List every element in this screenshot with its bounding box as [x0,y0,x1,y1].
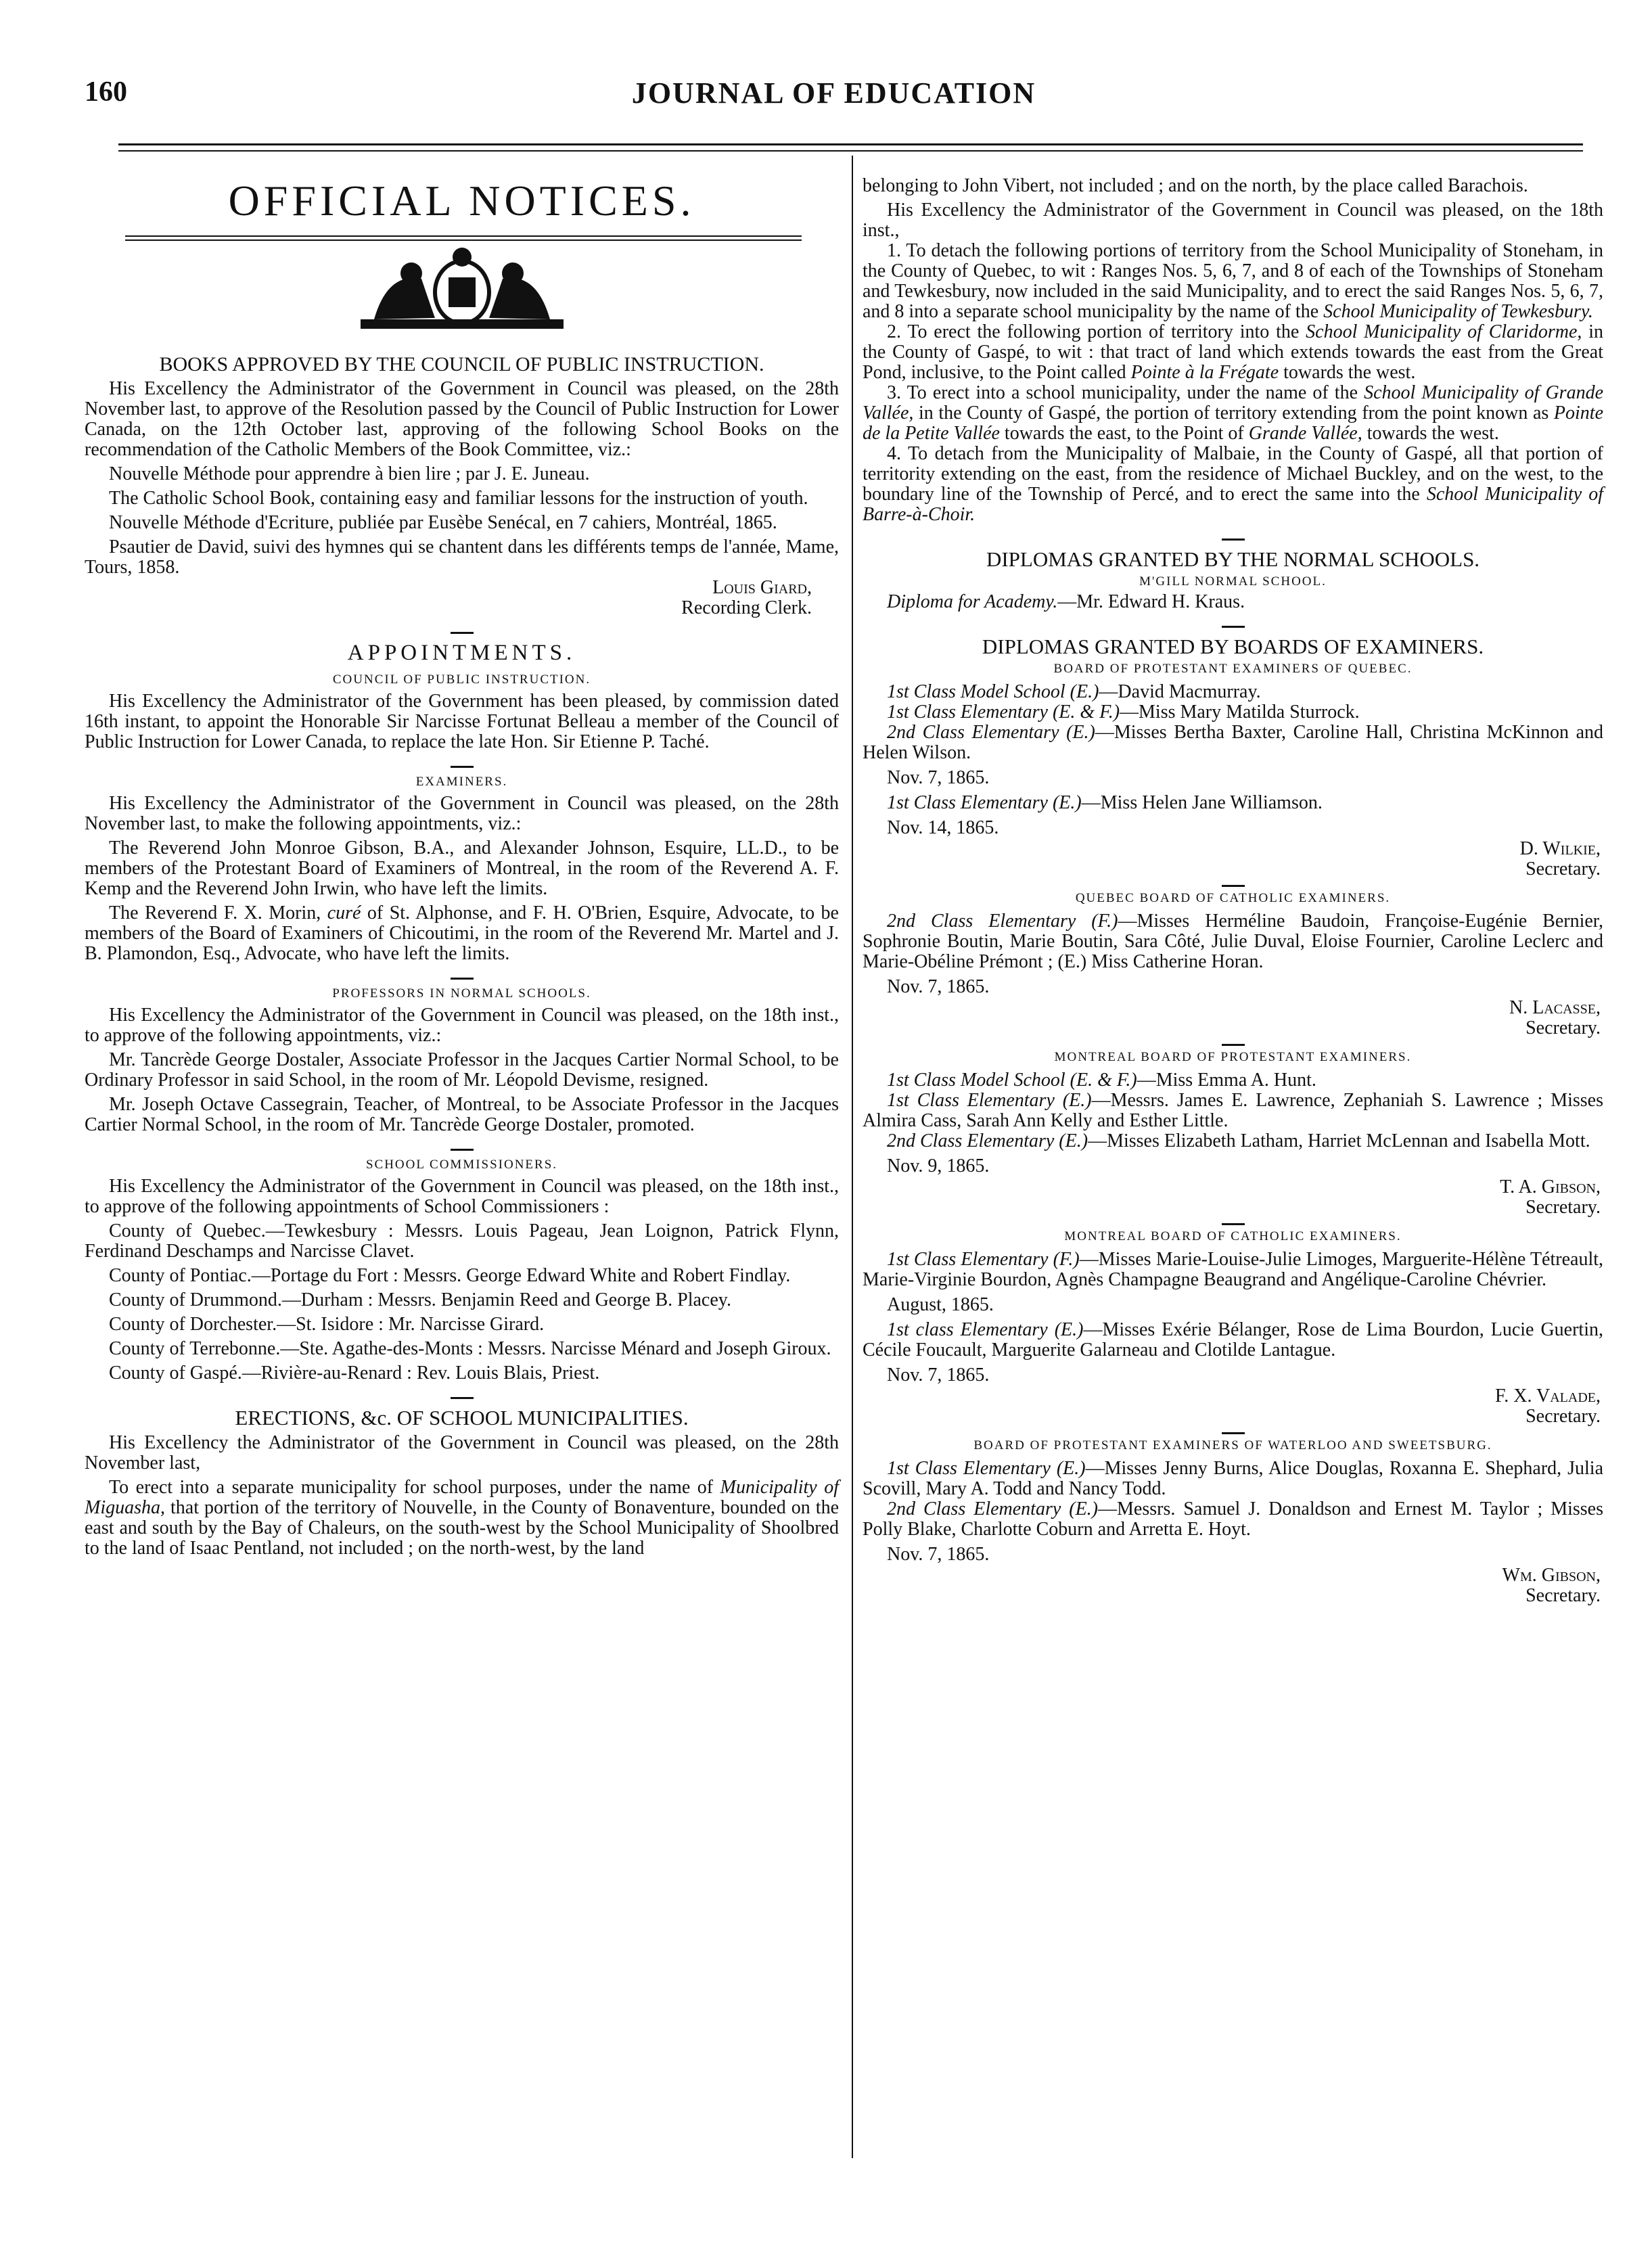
tewkesbury-name: School Municipality of Tewkesbury. [1323,301,1593,322]
erections-intro: His Excellency the Administrator of the Government in Council was pleased, on the 28th November last, [85,1432,839,1473]
item-2-text-c: towards the west. [1279,362,1416,383]
title-rule [125,235,802,237]
diploma-recipients: —Misses Herméline Baudoin, Françoise-Eugénie Bernier, Sophronie Boutin, Marie Boutin, Sara Côté, Julie Duval, Eloise Fournier, Caroline Leclerc and Marie-Obéline Prémont ; (E.) Miss Catherine Horan. [863,911,1603,972]
signature-name: T. A. Gibson, [1500,1176,1601,1197]
page-header [85,76,1583,130]
diploma-entry [863,1131,1603,1151]
board-signature [863,998,1601,1038]
books-intro: His Excellency the Administrator of the Government in Council was pleased, on the 28th November last, to approve of the Resolution passed by the Council of Public Instruction for Lower Canada, on the 12th October last, approving of the following School Books on the recommendation of the Catholic Members of the Book Committee, viz.: [85,378,839,460]
fregate-point: Pointe à la Frégate [1130,362,1279,383]
section-dash [451,632,474,634]
miguasha-name: Municipality of Miguasha, [85,1477,839,1518]
academy-diploma-line [887,592,1603,612]
section-dash [451,766,474,768]
diploma-recipients: —Misses Exérie Bélanger, Rose de Lima Bourdon, Lucie Guertin, Cécile Foucault, Marguerite Galarneau and Clotilde Lantague. [863,1319,1603,1360]
commissioner-entry: County of Gaspé.—Rivière-au-Renard : Rev. Louis Blais, Priest. [109,1363,600,1383]
erection-item-2 [863,322,1603,383]
examiners-para-2-end: of St. Alphonse, and F. H. O'Brien, Esquire, Advocate, to be members of the Board of Examiners of Chicoutimi, in the room of the Reverend Mr. Martel and J. B. Plamondon, Esq., Advocate, who have left the limits. [85,902,839,964]
grande-vallee-name: School Municipality of Grande Vallée, [863,382,1604,424]
erections-para-1-start: To erect into a separate municipality for school purposes, under the name of [109,1477,720,1498]
section-dash [1222,539,1245,541]
item-2-text-b: in the County of Gaspé, to wit : that tract of land which extends towards the east from the Great Pond, inclusive, to the Point called [863,321,1603,383]
signature-title: Secretary. [1525,1585,1601,1606]
diploma-recipients: —Misses Marie-Louise-Julie Limoges, Marguerite-Hélène Tétreault, Marie-Virginie Bourdon, Agnès Champagne Beaugrand and Angélique-Caroline Chévrier. [863,1249,1604,1290]
professors-para-2: Mr. Joseph Octave Cassegrain, Teacher, of Montreal, to be Associate Professor in the Jacques Cartier Normal School, in the room of Mr. Tancrède George Dostaler, promoted. [85,1094,839,1135]
right-column [863,176,1603,1606]
signature-title: Secretary. [1525,1197,1601,1218]
erection-item-1 [863,241,1603,322]
board-date: Nov. 7, 1865. [887,1365,990,1386]
barre-a-choir-name: School Municipality of Barre-à-Choir. [863,484,1604,525]
academy-label: Diploma for Academy. [887,591,1058,612]
diploma-recipients: —Misses Jenny Burns, Alice Douglas, Roxanna E. Shephard, Julia Scovill, Mary A. Todd and Nancy Todd. [863,1458,1603,1499]
coat-of-arms-emblem [347,245,577,346]
board-signature [863,1565,1601,1606]
cure-word: curé [327,902,361,923]
book-item-2: The Catholic School Book, containing easy and familiar lessons for the instruction of youth. [109,488,808,509]
council-text: His Excellency the Administrator of the Government has been pleased, by commission dated 16th instant, to appoint the Honorable Sir Narcisse Fortunat Belleau a member of the Council of Public Instruction for Lower Canada, to replace the late Hon. Sir Etienne P. Taché. [85,691,839,752]
item-3-text: 3. To erect into a school municipality, under the name of the [887,382,1364,403]
diploma-entry [863,911,1603,972]
examiners-subheading: EXAMINERS. [415,775,508,789]
item-4-text: 4. To detach from the Municipality of Malbaie, in the County of Gaspé, all that portion of territority extending on the east, from the residence of Michael Buckley, and on the west, to the boundary line of the Township of Percé, and to erect the same into the [863,443,1603,505]
signature-title: Secretary. [1525,1017,1601,1038]
commissioner-entry: County of Drummond.—Durham : Messrs. Benjamin Reed and George B. Placey. [109,1289,731,1310]
board-signature [863,1177,1601,1218]
left-column [85,176,839,1559]
books-signature [85,578,812,618]
diploma-entry [863,702,1603,723]
section-dash [451,978,474,980]
examiners-para-2 [85,903,839,964]
diploma-entry [863,793,1603,813]
signature-name: F. X. Valade, [1494,1386,1601,1406]
board-date: August, 1865. [887,1294,994,1315]
professors-intro: His Excellency the Administrator of the Government in Council was pleased, on the 18th inst., to approve of the following appointments, viz.: [85,1005,839,1046]
examiners-para-1: The Reverend John Monroe Gibson, B.A., and Alexander Johnson, Esquire, LL.D., to be members of the Protestant Board of Examiners of Montreal, in the room of the Reverend A. F. Kemp and the Reverend John Irwin, who have left the limits. [85,838,839,899]
signature-title: Secretary. [1525,1406,1601,1427]
erections-para-1 [85,1478,839,1559]
signature-title: Secretary. [1525,859,1601,879]
diploma-entry [863,1499,1603,1540]
professors-para-1: Mr. Tancrède George Dostaler, Associate Professor in the Jacques Cartier Normal School, to be Ordinary Professor in said School, in the room of Mr. Léopold Devisme, resigned. [85,1049,839,1091]
commissioner-entry: County of Dorchester.—St. Isidore : Mr. Narcisse Girard. [109,1314,545,1335]
academy-recipient: —Mr. Edward H. Kraus. [1057,591,1245,612]
official-notices-title: OFFICIAL NOTICES. [228,177,695,225]
board-subheading: BOARD OF PROTESTANT EXAMINERS OF WATERLOO AND SWEETSBURG. [973,1438,1492,1452]
examiners-intro: His Excellency the Administrator of the Government in Council was pleased, on the 28th November last, to make the following appointments, viz.: [85,793,839,834]
claridorme-name: School Municipality of Claridorme, [1306,321,1582,342]
column-divider [852,156,853,2158]
item-3-text-b: in the County of Gaspé, the portion of territory extending from the point known as [913,403,1554,424]
section-dash [1222,626,1245,628]
signature-name: N. Lacasse, [1509,997,1601,1018]
books-approved-heading: BOOKS APPROVED BY THE COUNCIL OF PUBLIC INSTRUCTION. [159,353,764,375]
signature-name: D. Wilkie, [1519,838,1601,859]
erections-heading: ERECTIONS, &c. OF SCHOOL MUNICIPALITIES. [235,1406,689,1429]
header-rule-top [118,143,1583,145]
board-date: Nov. 14, 1865. [887,817,999,838]
book-item-1: Nouvelle Méthode pour apprendre à bien lire ; par J. E. Juneau. [109,463,590,484]
board-signature [863,1386,1601,1427]
commissioner-entry: County of Pontiac.—Portage du Fort : Messrs. George Edward White and Robert Findlay. [109,1265,791,1286]
erections-intro-2: His Excellency the Administrator of the Government in Council was pleased, on the 18th inst., [863,200,1603,241]
diploma-recipients: —Miss Mary Matilda Sturrock. [1120,702,1360,723]
erection-item-3 [863,383,1603,444]
page-number: 160 [85,76,127,108]
erections-para-1-end: that portion of the territory of Nouvelle, in the County of Bonaventure, bounded on the east and south by the Bay of Chaleurs, on the south-west by the School Municipality of Shoolbred to the land of Isaac Pentland, not included ; on the north-west, by the land [85,1497,839,1559]
board-subheading: BOARD OF PROTESTANT EXAMINERS OF QUEBEC. [1053,662,1413,676]
diploma-class: 1st Class Model School (E.) [887,681,1099,702]
commissioner-entry: County of Quebec.—Tewkesbury : Messrs. Louis Pageau, Jean Loignon, Patrick Flynn, Ferdinand Deschamps and Narcisse Clavet. [85,1220,839,1262]
item-1-text: 1. To detach the following portions of territory from the School Municipality of Stoneham, in the County of Quebec, to wit : Ranges Nos. 5, 6, 7, and 8 of each of the Townships of Stoneham and Tewkesbury, now included in the said Municipality, and to erect the said Ranges Nos. 5, 6, 7, and 8 into a separate school municipality by the name of the [863,240,1603,322]
board-subheading: QUEBEC BOARD OF CATHOLIC EXAMINERS. [1075,891,1391,905]
diploma-entry [863,723,1603,763]
diploma-class: 1st Class Elementary (E.) [887,1458,1086,1479]
board-signature [863,839,1601,879]
board-date: Nov. 7, 1865. [887,767,990,788]
diploma-entry [863,1250,1603,1290]
diploma-recipients: —Messrs. Samuel J. Donaldson and Ernest M. Taylor ; Misses Polly Blake, Charlotte Coburn and Arretta E. Hoyt. [863,1498,1603,1540]
board-date: Nov. 9, 1865. [887,1156,990,1176]
mcgill-subheading: M'GILL NORMAL SCHOOL. [1139,574,1327,589]
section-dash [1222,1223,1245,1225]
section-dash [1222,1044,1245,1046]
diploma-recipients: —Misses Elizabeth Latham, Harriet McLennan and Isabella Mott. [1088,1130,1590,1151]
diplomas-normal-heading: DIPLOMAS GRANTED BY THE NORMAL SCHOOLS. [986,547,1480,571]
item-3-text-d: towards the west. [1362,423,1499,444]
diploma-class: 1st Class Elementary (E.) [887,1090,1092,1111]
examiners-para-2-start: The Reverend F. X. Morin, [109,902,327,923]
diploma-class: 1st Class Elementary (F.) [887,1249,1080,1270]
professors-subheading: PROFESSORS IN NORMAL SCHOOLS. [332,986,591,1001]
diploma-recipients: —Misses Bertha Baxter, Caroline Hall, Christina McKinnon and Helen Wilson. [863,722,1604,763]
section-dash [1222,885,1245,887]
item-3-text-c: towards the east, to the Point of [999,423,1249,444]
diploma-recipients: —Miss Helen Jane Williamson. [1081,792,1323,813]
diploma-recipients: —David Macmurray. [1099,681,1261,702]
signature-title: Recording Clerk. [681,597,812,618]
diploma-entry [863,1091,1603,1131]
board-subheading: MONTREAL BOARD OF CATHOLIC EXAMINERS. [1064,1229,1402,1243]
erection-item-4 [863,444,1603,525]
board-date: Nov. 7, 1865. [887,976,990,997]
diploma-class: 1st Class Elementary (E.) [887,792,1082,813]
diploma-class: 1st Class Model School (E. & F.) [887,1070,1137,1091]
signature-name: Wm. Gibson, [1502,1565,1601,1586]
board-subheading: MONTREAL BOARD OF PROTESTANT EXAMINERS. [1054,1050,1412,1064]
grande-vallee-point: Grande Vallée, [1248,423,1362,444]
title-rule-2 [125,239,802,241]
diploma-entry [863,682,1603,702]
diploma-class: 2nd Class Elementary (E.) [887,722,1095,743]
book-item-4: Psautier de David, suivi des hymnes qui se chantent dans les différents temps de l'année, Mame, Tours, 1858. [85,536,839,578]
commissioners-intro: His Excellency the Administrator of the Government in Council was pleased, on the 18th inst., to approve of the following appointments of School Commissioners : [85,1176,839,1217]
running-title: JOURNAL OF EDUCATION [631,76,1036,110]
section-dash [451,1149,474,1151]
diploma-class: 2nd Class Elementary (E.) [887,1498,1099,1519]
appointments-heading: APPOINTMENTS. [347,641,576,665]
board-date: Nov. 7, 1865. [887,1544,990,1565]
book-item-3: Nouvelle Méthode d'Ecriture, publiée par Eusèbe Senécal, en 7 cahiers, Montréal, 1865. [109,512,777,533]
petite-vallee-point: Pointe de la Petite Vallée [863,403,1603,444]
diploma-class: 2nd Class Elementary (F.) [887,911,1118,932]
signature-name: Louis Giard, [712,577,812,598]
diploma-entry [863,1320,1603,1360]
diploma-class: 1st class Elementary (E.) [887,1319,1084,1340]
diploma-recipients: —Miss Emma A. Hunt. [1137,1070,1316,1091]
diploma-entry [863,1459,1603,1499]
section-dash [451,1397,474,1399]
council-subheading: COUNCIL OF PUBLIC INSTRUCTION. [332,672,591,687]
continued-text: belonging to John Vibert, not included ; and on the north, by the place called Barachois. [863,175,1528,196]
commissioner-entry: County of Terrebonne.—Ste. Agathe-des-Monts : Messrs. Narcisse Ménard and Joseph Giroux. [109,1338,831,1359]
diploma-class: 2nd Class Elementary (E.) [887,1130,1088,1151]
diploma-class: 1st Class Elementary (E. & F.) [887,702,1120,723]
section-dash [1222,1432,1245,1434]
diplomas-boards-heading: DIPLOMAS GRANTED BY BOARDS OF EXAMINERS. [982,635,1484,658]
commissioners-subheading: SCHOOL COMMISSIONERS. [365,1158,558,1172]
header-rule-bottom [118,150,1583,152]
diploma-recipients: —Messrs. James E. Lawrence, Zephaniah S. Lawrence ; Misses Almira Cass, Sarah Ann Kelly and Esther Little. [863,1090,1603,1131]
diploma-entry [863,1070,1603,1091]
item-2-text: 2. To erect the following portion of territory into the [887,321,1306,342]
